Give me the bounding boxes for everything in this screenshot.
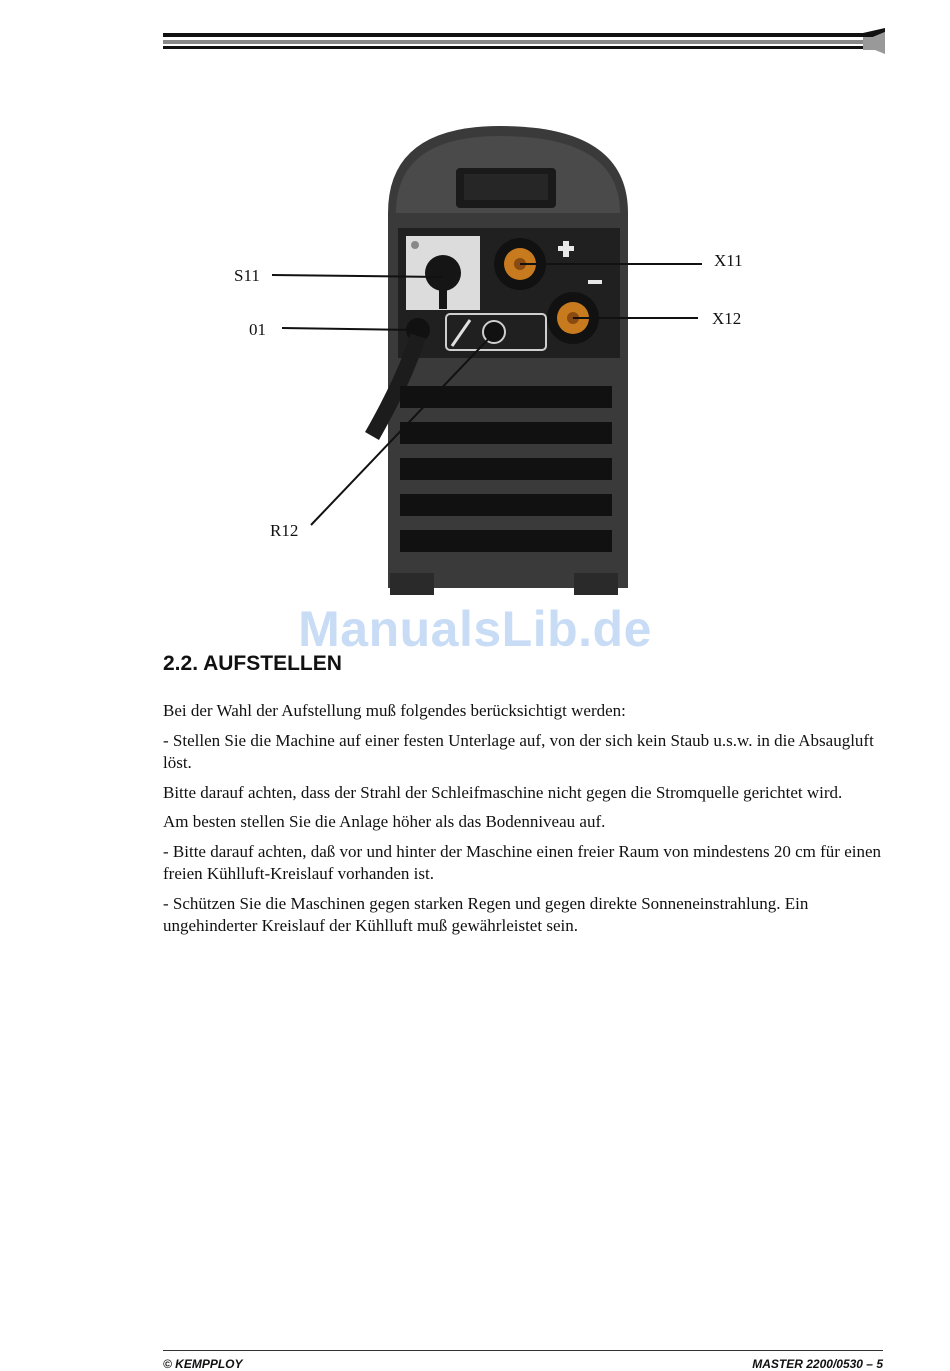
callout-01: 01 (249, 320, 266, 339)
section-heading: 2.2. AUFSTELLEN (163, 652, 342, 675)
watermark: ManualsLib.de (298, 601, 652, 657)
callout-x12: X12 (712, 309, 742, 328)
paragraph: Bei der Wahl der Aufstellung muß folgendes berücksichtigt werden: (163, 701, 626, 720)
footer-page-number: MASTER 2200/0530 – 5 (752, 1357, 883, 1371)
callout-r12: R12 (270, 521, 299, 540)
callout-s11: S11 (234, 266, 260, 285)
paragraph: - Schützen Sie die Maschinen gegen starken Regen und gegen direkte Sonneneinstrahlung. Ein ungehinderter Kreislauf der Kühlluft muß gewährleistet sein. (163, 893, 809, 935)
paragraph: - Bitte darauf achten, daß vor und hinter der Maschine einen freier Raum von mindestens 20 cm für einen freien Kühlluft-Kreislauf vorhanden ist. (163, 841, 882, 883)
paragraph: Bitte darauf achten, dass der Strahl der Schleifmaschine nicht gegen die Stromquelle gerichtet wird. (163, 782, 843, 802)
paragraph: Am besten stellen Sie die Anlage höher als das Bodenniveau auf. (163, 812, 606, 831)
paragraph: - Stellen Sie die Machine auf einer festen Unterlage auf, von der sich kein Staub u.s.w. in die Absaugluft löst. (163, 730, 874, 772)
header-rule (163, 28, 885, 58)
footer-copyright: © KEMPPLOY (163, 1357, 243, 1371)
machine-figure (220, 118, 760, 608)
footer-rule (163, 1350, 883, 1351)
section-body (163, 700, 885, 945)
callout-x11: X11 (714, 251, 743, 270)
